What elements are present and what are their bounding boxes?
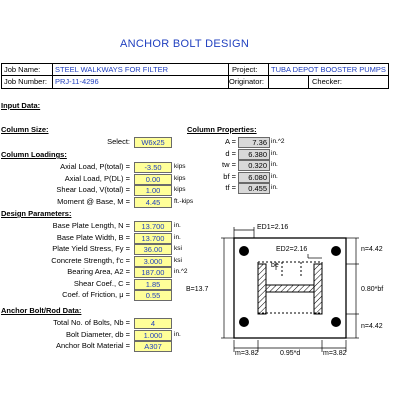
design-parameter-label: Concrete Strength, f'c = (51, 255, 130, 265)
column-loading-label: Axial Load, P(DL) = (64, 173, 130, 183)
column-property-value: 6.380 (238, 149, 270, 160)
column-loading-label: Moment @ Base, M = (57, 196, 130, 206)
bolt-hole (239, 246, 249, 256)
column-size-heading: Column Size: (1, 125, 49, 134)
anchor-bolt-label: Anchor Bolt Material = (56, 341, 130, 350)
column-property-unit: in. (271, 149, 278, 157)
anchor-bolt-value[interactable]: 4 (134, 318, 172, 329)
m-left-label: m=3.82 (235, 350, 259, 357)
design-parameter-label: Base Plate Length, N = (52, 221, 130, 230)
design-parameter-unit: ksi (174, 256, 182, 264)
column-property-label: tf = (225, 183, 236, 192)
column-loading-label: Axial Load, P(total) = (60, 162, 130, 171)
anchor-bolt-label: Total No. of Bolts, Nb = (53, 318, 130, 327)
design-parameter-value[interactable]: 3.000 (134, 256, 172, 267)
column-loading-unit: kips (174, 163, 186, 170)
anchor-bolt-label: Bolt Diameter, db = (66, 329, 130, 339)
design-parameter-value[interactable]: 187.00 (134, 267, 172, 278)
column-properties-heading: Column Properties: (187, 125, 257, 134)
column-property-unit: in.^2 (271, 138, 285, 145)
column-property-unit: in. (271, 161, 278, 168)
column-property-label: A = (224, 137, 236, 146)
job-name-field[interactable]: STEEL WALKWAYS FOR FILTER (55, 65, 169, 74)
design-parameters-heading: Design Parameters: (1, 209, 72, 218)
design-parameter-unit: in. (174, 233, 181, 241)
design-parameter-value[interactable]: 0.55 (134, 290, 172, 301)
header-col-divider (52, 63, 53, 88)
project-label: Project: (232, 65, 258, 74)
column-loading-value[interactable]: 0.00 (134, 174, 172, 185)
m-right-label: m=3.82 (323, 350, 347, 357)
column-property-value: 6.080 (238, 172, 270, 183)
anchor-bolt-unit: in. (174, 330, 181, 338)
design-parameter-unit: in.^2 (174, 268, 188, 275)
job-name-label: Job Name: (4, 65, 41, 74)
checker-label: Checker: (312, 77, 343, 86)
base-plate-diagram (186, 218, 400, 358)
design-parameter-value[interactable]: 13.700 (134, 233, 172, 244)
project-field[interactable]: TUBA DEPOT BOOSTER PUMPS (271, 65, 386, 74)
bolt-hole (239, 317, 249, 327)
bolt-hole (331, 246, 341, 256)
bolt-hole (331, 317, 341, 327)
n-top-label: n=4.42 (361, 246, 383, 253)
design-parameter-value[interactable]: 13.700 (134, 221, 172, 232)
column-loading-unit: kips (174, 174, 186, 182)
column-loading-unit: kips (174, 186, 186, 193)
column-loadings-heading: Column Loadings: (1, 150, 67, 159)
column-flange (314, 264, 322, 314)
column-property-value: 7.36 (238, 137, 270, 148)
page-title: ANCHOR BOLT DESIGN (120, 38, 250, 50)
column-size-select[interactable]: W6x25 (134, 137, 172, 148)
column-loading-value[interactable]: 4.45 (134, 197, 172, 208)
header-row-divider (1, 75, 389, 76)
design-parameter-label: Bearing Area, A2 = (67, 267, 130, 276)
column-property-unit: in. (271, 172, 278, 180)
anchor-bolt-value[interactable]: A307 (134, 341, 172, 352)
column-property-label: bf = (223, 171, 236, 181)
input-data-heading: Input Data: (1, 101, 41, 110)
bf-dim-label: 0.80*bf (361, 286, 384, 293)
anchor-bolt-value[interactable]: 1.000 (134, 330, 172, 341)
be-label: be (271, 262, 279, 269)
column-property-value: 0.320 (238, 160, 270, 171)
design-parameter-label: Coef. of Friction, μ = (62, 290, 130, 299)
design-parameter-value[interactable]: 1.85 (134, 279, 172, 290)
design-parameter-unit: in. (174, 222, 181, 229)
b-dim-label: B=13.7 (186, 286, 209, 293)
design-parameter-label: Shear Coef., C = (73, 278, 130, 288)
column-property-value: 0.455 (238, 183, 270, 194)
originator-label: Originator: (229, 77, 265, 86)
d-dim-label: 0.95*d (280, 350, 301, 357)
design-parameter-value[interactable]: 36.00 (134, 244, 172, 255)
column-flange (258, 264, 266, 314)
column-loading-value[interactable]: 1.00 (134, 185, 172, 196)
column-property-label: tw = (222, 160, 236, 169)
header-col-divider (268, 63, 269, 88)
column-loading-value[interactable]: -3.50 (134, 162, 172, 173)
design-parameter-label: Base Plate Width, B = (56, 232, 130, 242)
job-number-label: Job Number: (4, 77, 47, 86)
column-loading-label: Shear Load, V(total) = (56, 185, 130, 194)
column-web (266, 285, 314, 292)
ed2-label: ED2=2.16 (276, 246, 308, 253)
design-parameter-unit: ksi (174, 245, 182, 252)
anchor-bolt-heading: Anchor Bolt/Rod Data: (1, 306, 82, 315)
job-number-field[interactable]: PRJ-11-4296 (55, 77, 99, 86)
select-label: Select: (107, 137, 130, 146)
column-loading-unit: ft.-kips (174, 197, 194, 205)
header-col-divider (308, 76, 309, 88)
design-parameter-label: Plate Yield Stress, Fy = (52, 244, 130, 253)
column-property-label: d = (225, 148, 236, 158)
ed1-label: ED1=2.16 (257, 224, 289, 231)
column-property-unit: in. (271, 184, 278, 191)
n-bot-label: n=4.42 (361, 323, 383, 330)
